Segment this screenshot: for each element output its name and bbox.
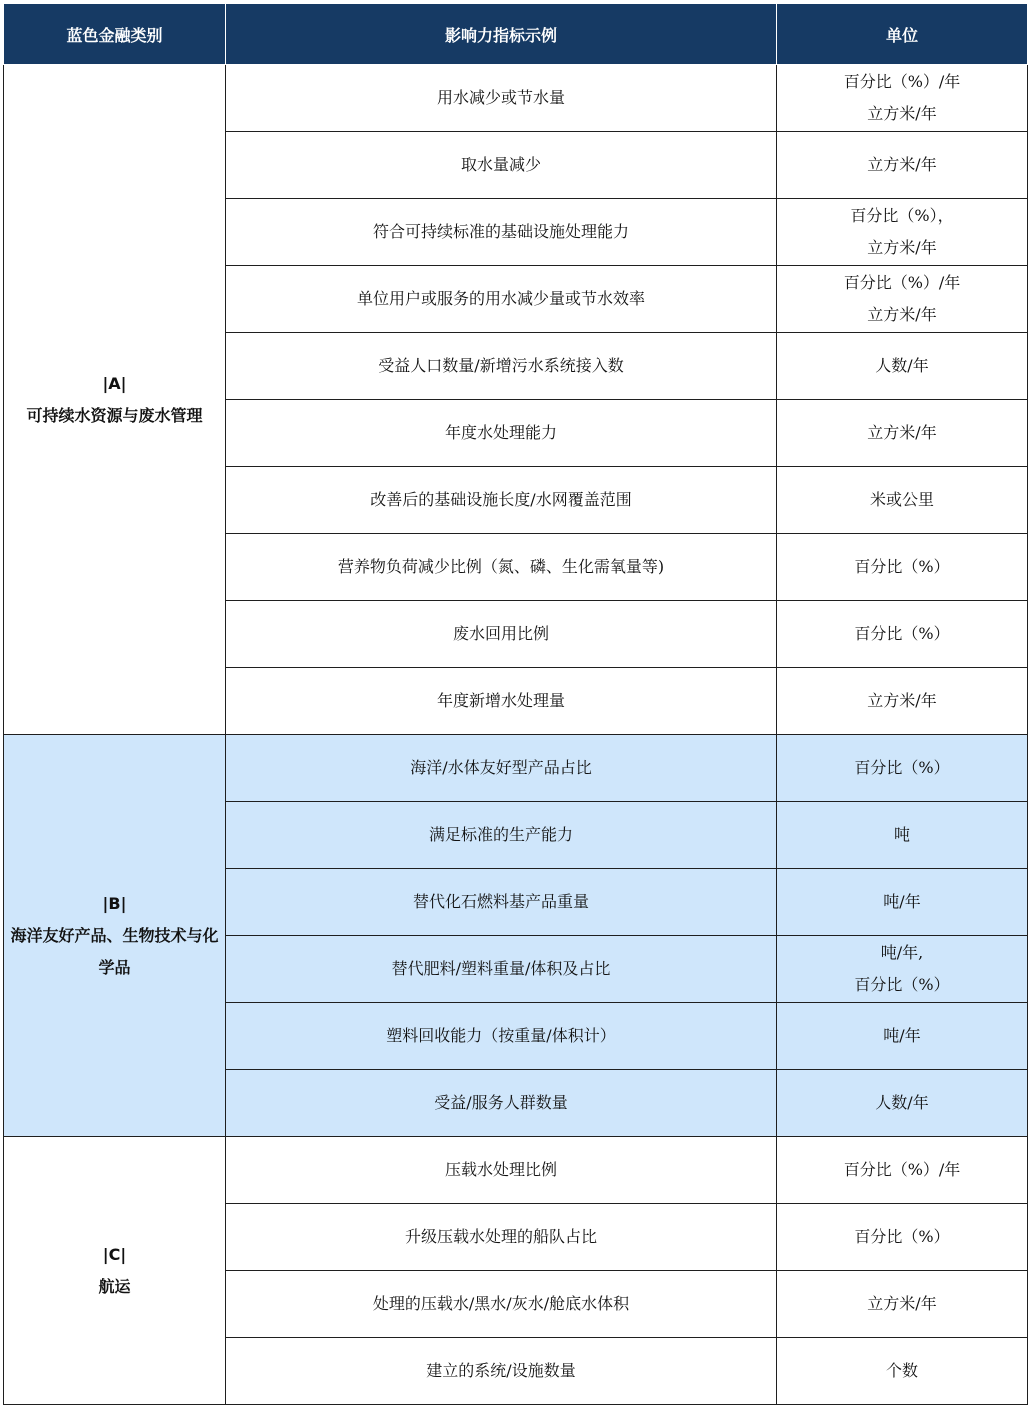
- indicator-cell: 废水回用比例: [226, 601, 777, 668]
- category-cell: [4, 735, 226, 1137]
- unit-line: 立方米/年: [867, 155, 937, 174]
- indicator-cell: 用水减少或节水量: [226, 65, 777, 132]
- unit-line: 百分比（%）: [854, 975, 950, 994]
- category-code: |C|: [102, 1244, 127, 1264]
- unit-line: 立方米/年: [867, 1294, 937, 1313]
- unit-cell: [777, 467, 1028, 534]
- unit-cell: [777, 400, 1028, 467]
- header-unit: 单位: [777, 4, 1028, 65]
- indicator-cell: 处理的压载水/黑水/灰水/舱底水体积: [226, 1271, 777, 1338]
- unit-cell: [777, 534, 1028, 601]
- unit-cell: [777, 1338, 1028, 1405]
- indicator-cell: 受益人口数量/新增污水系统接入数: [226, 333, 777, 400]
- unit-cell: [777, 668, 1028, 735]
- unit-line: 立方米/年: [867, 104, 937, 123]
- category-name: 可持续水资源与废水管理: [26, 405, 203, 425]
- unit-cell: [777, 869, 1028, 936]
- indicator-cell: 取水量减少: [226, 132, 777, 199]
- table-row: [4, 735, 1028, 802]
- unit-line: 个数: [885, 1361, 918, 1380]
- header-indicator: 影响力指标示例: [226, 4, 777, 65]
- unit-line: 百分比（%）/年: [843, 273, 961, 292]
- unit-cell: [777, 802, 1028, 869]
- unit-cell: [777, 199, 1028, 266]
- unit-cell: [777, 1204, 1028, 1271]
- unit-cell: [777, 1271, 1028, 1338]
- unit-cell: [777, 65, 1028, 132]
- unit-line: 百分比（%）: [854, 758, 950, 777]
- unit-cell: [777, 132, 1028, 199]
- unit-cell: [777, 1070, 1028, 1137]
- category-code: |B|: [102, 893, 127, 913]
- table-header: [4, 4, 1028, 65]
- unit-line: 人数/年: [875, 1093, 929, 1112]
- unit-line: 百分比（%）: [854, 624, 950, 643]
- unit-cell: [777, 266, 1028, 333]
- unit-cell: [777, 735, 1028, 802]
- indicator-cell: 营养物负荷减少比例（氮、磷、生化需氧量等): [226, 534, 777, 601]
- indicator-cell: 替代肥料/塑料重量/体积及占比: [226, 936, 777, 1003]
- category-code: |A|: [102, 373, 127, 393]
- unit-cell: [777, 936, 1028, 1003]
- indicator-cell: 年度水处理能力: [226, 400, 777, 467]
- indicator-cell: 受益/服务人群数量: [226, 1070, 777, 1137]
- unit-line: 立方米/年: [867, 691, 937, 710]
- unit-line: 百分比（%）: [854, 1227, 950, 1246]
- category-name: 海洋友好产品、生物技术与化学品: [10, 925, 219, 977]
- unit-line: 吨: [893, 825, 910, 844]
- indicator-cell: 单位用户或服务的用水减少量或节水效率: [226, 266, 777, 333]
- category-name: 航运: [98, 1276, 131, 1296]
- category-cell: [4, 65, 226, 735]
- table-row: [4, 1137, 1028, 1204]
- unit-line: 立方米/年: [867, 305, 937, 324]
- table-body: [4, 65, 1028, 1405]
- unit-line: 米或公里: [869, 490, 934, 509]
- unit-line: 立方米/年: [867, 423, 937, 442]
- header-row: [4, 4, 1028, 65]
- indicator-cell: 海洋/水体友好型产品占比: [226, 735, 777, 802]
- unit-line: 百分比（%）/年: [843, 1160, 961, 1179]
- unit-line: 吨/年: [883, 1026, 921, 1045]
- blue-finance-impact-table: [3, 3, 1028, 1405]
- indicator-cell: 改善后的基础设施长度/水网覆盖范围: [226, 467, 777, 534]
- unit-line: 百分比（%）/年: [843, 72, 961, 91]
- indicator-cell: 塑料回收能力（按重量/体积计）: [226, 1003, 777, 1070]
- unit-line: 立方米/年: [867, 238, 937, 257]
- indicator-cell: 满足标准的生产能力: [226, 802, 777, 869]
- unit-cell: [777, 601, 1028, 668]
- indicator-cell: 符合可持续标准的基础设施处理能力: [226, 199, 777, 266]
- indicator-cell: 压载水处理比例: [226, 1137, 777, 1204]
- header-category: 蓝色金融类别: [4, 4, 226, 65]
- unit-cell: [777, 1003, 1028, 1070]
- unit-line: 吨/年,: [880, 943, 924, 962]
- indicator-cell: 升级压载水处理的船队占比: [226, 1204, 777, 1271]
- unit-line: 百分比（%）: [854, 557, 950, 576]
- unit-line: 吨/年: [883, 892, 921, 911]
- unit-cell: [777, 1137, 1028, 1204]
- indicator-cell: 年度新增水处理量: [226, 668, 777, 735]
- unit-line: 人数/年: [875, 356, 929, 375]
- category-cell: [4, 1137, 226, 1405]
- unit-line: 百分比（%），: [850, 206, 954, 225]
- indicator-cell: 建立的系统/设施数量: [226, 1338, 777, 1405]
- table-row: [4, 65, 1028, 132]
- indicator-cell: 替代化石燃料基产品重量: [226, 869, 777, 936]
- unit-cell: [777, 333, 1028, 400]
